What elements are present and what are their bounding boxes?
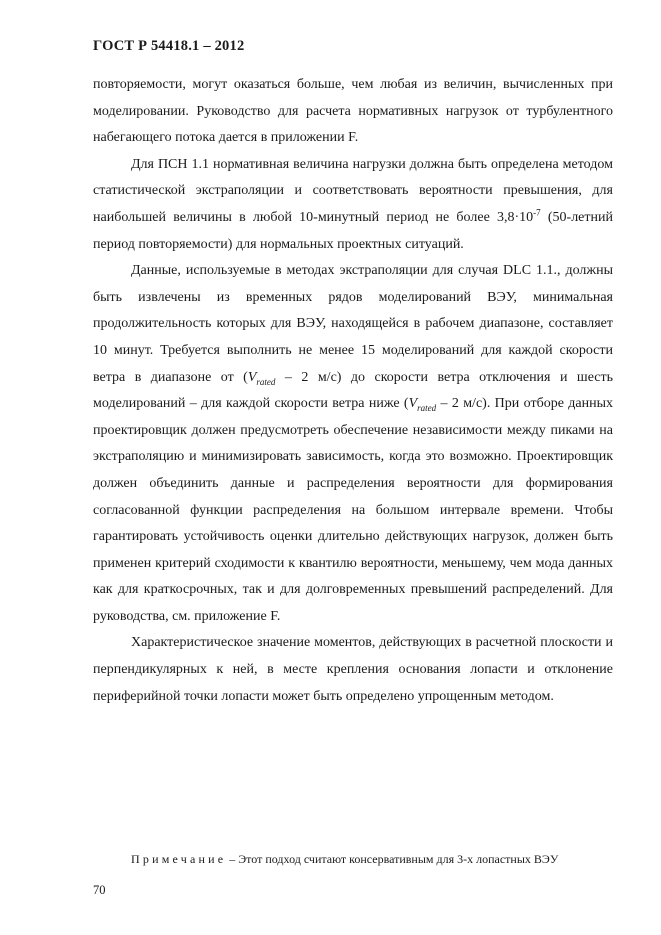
paragraph-1: повторяемости, могут оказаться больше, чем любая из величин, вычисленных при моделировании. Руководство для расчета нормативных нагрузок от турбулентного набегающего потока дается в приложении F.	[93, 77, 613, 146]
rated-subscript-1: rated	[256, 376, 276, 387]
paragraph-2-text-a: Для ПСН 1.1 нормативная величина нагрузки должна быть определена методом статистической экстраполяции и соответствовать вероятности превышения, для наибольшей величины в любой 10-минутный период не более 3,8·10	[93, 156, 613, 225]
note-label: Примечание	[131, 852, 227, 866]
paragraph-2	[93, 152, 613, 258]
paragraph-3-text-b: – 2 м/с) до скорости ветра отключения и шесть моделирований – для каждой скорости ветра ниже (	[93, 369, 613, 412]
document-header: ГОСТ Р 54418.1 – 2012	[93, 38, 245, 54]
v-rated-symbol-1: V	[247, 369, 257, 385]
exponent: -7	[533, 207, 541, 218]
note-text: – Этот подход считают консервативным для 3-х лопастных ВЭУ	[226, 852, 559, 866]
paragraph-3-text-a: Данные, используемые в методах экстраполяции для случая DLC 1.1., должны быть извлечены из временных рядов моделирований ВЭУ, минимальная продолжительность которых для ВЭУ, находящейся в рабочем диапазоне, составляет 10 минут. Требуется выполнить не менее 15 моделирований для каждой скорости ветра в диапазоне от (	[93, 263, 613, 385]
paragraph-3	[93, 258, 613, 630]
paragraph-4: Характеристическое значение моментов, действующих в расчетной плоскости и перпендикулярных к ней, в месте крепления основания лопасти и отклонение периферийной точки лопасти может быть определено упрощенным методом.	[93, 635, 613, 704]
v-rated-symbol-2: V	[408, 396, 418, 412]
paragraph-3-text-c: – 2 м/с). При отборе данных проектировщик должен предусмотреть обеспечение независимости между пиками на экстраполяцию и минимизировать зависимость, когда это возможно. Проектировщик должен объединить данные и распределения вероятности для формирования согласованной функции распределения на большом интервале времени. Чтобы гарантировать устойчивость оценки длительно действующих нагрузок, должен быть применен критерий сходимости к квантилю вероятности, меньшему, чем мода данных как для краткосрочных, так и для долговременных превышений распределений. Для руководства, см. приложение F.	[93, 396, 613, 624]
paragraph-2-text-b: (50-летний период повторяемости) для нормальных проектных ситуаций.	[93, 209, 613, 252]
note	[131, 852, 558, 867]
body-text	[93, 72, 613, 710]
rated-subscript-2: rated	[417, 402, 437, 413]
page-number: 70	[93, 883, 106, 897]
